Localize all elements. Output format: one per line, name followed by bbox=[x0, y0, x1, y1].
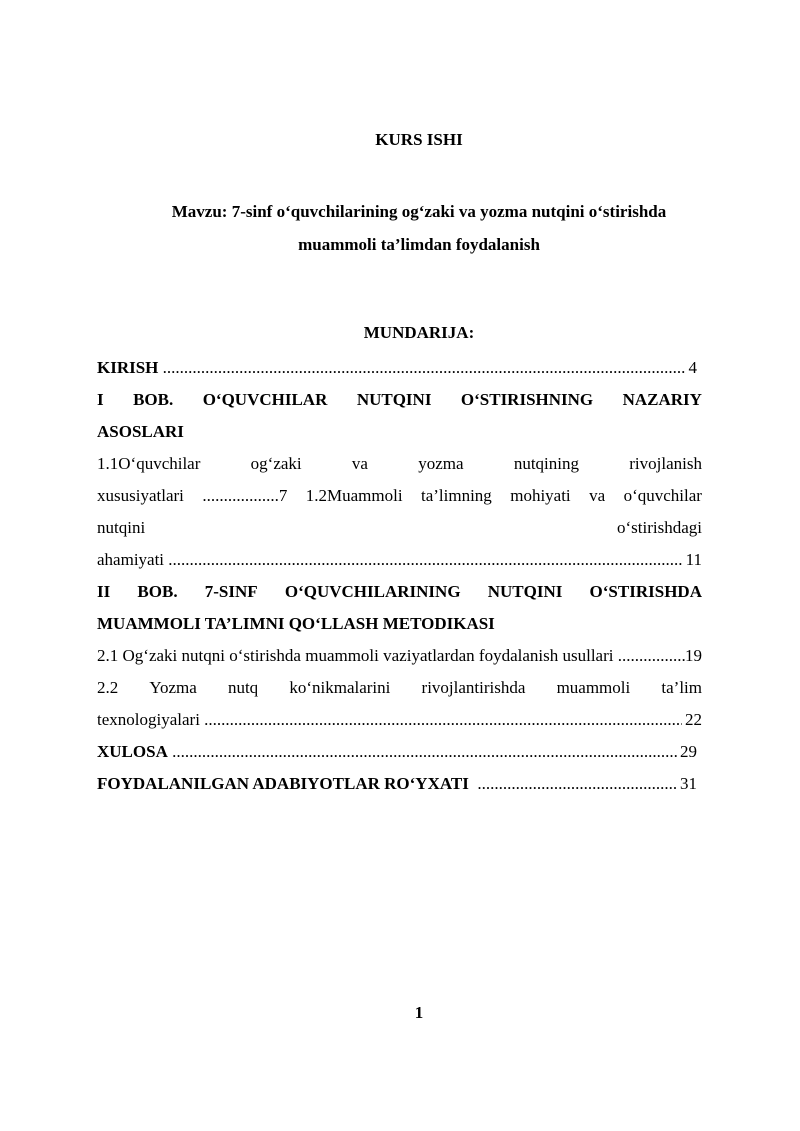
topic-line-2: muammoli ta’limdan foydalanish bbox=[298, 235, 540, 254]
toc-word: xususiyatlari bbox=[97, 486, 184, 505]
toc-entry-label: XULOSA bbox=[97, 742, 168, 761]
toc-entry-page: 4 bbox=[688, 358, 697, 377]
toc-word: Yozma bbox=[149, 678, 197, 697]
toc-entry-bob2 bbox=[97, 576, 702, 608]
toc-entry-section-2-1 bbox=[97, 640, 702, 672]
toc-word: 1.2Muammoli bbox=[305, 486, 403, 505]
toc-heading: MUNDARIJA: bbox=[363, 323, 475, 342]
toc-entry-page: 29 bbox=[680, 742, 697, 761]
toc-entry-section-1-2-line3 bbox=[97, 512, 702, 544]
page-number: 1 bbox=[414, 1003, 424, 1022]
toc-word: NUTQINI bbox=[487, 582, 563, 601]
toc-entry-bob1-line2: ASOSLARI bbox=[97, 422, 184, 441]
toc-word: ..................7 bbox=[202, 486, 288, 505]
toc-word: o‘stirishdagi bbox=[617, 518, 702, 537]
toc-entry-page: 22 bbox=[685, 710, 702, 729]
table-of-contents bbox=[97, 352, 702, 800]
toc-word: va bbox=[589, 486, 606, 505]
toc-leader-dots bbox=[200, 704, 682, 736]
toc-word: BOB. bbox=[133, 390, 174, 409]
toc-word: O‘QUVCHILARINING bbox=[284, 582, 461, 601]
toc-word: O‘STIRISHNING bbox=[460, 390, 594, 409]
toc-word: ta’lim bbox=[661, 678, 702, 697]
toc-word: muammoli bbox=[556, 678, 631, 697]
toc-entry-page: 19 bbox=[685, 646, 702, 665]
toc-entry-label: texnologiyalari bbox=[97, 710, 200, 729]
toc-entry-adabiyotlar bbox=[97, 768, 697, 800]
toc-entry-bob1 bbox=[97, 384, 702, 416]
toc-word: mohiyati bbox=[510, 486, 571, 505]
toc-word: o‘quvchilar bbox=[623, 486, 702, 505]
toc-entry-section-1-2-line4 bbox=[97, 544, 702, 576]
toc-entry-xulosa bbox=[97, 736, 697, 768]
toc-word: NUTQINI bbox=[356, 390, 432, 409]
toc-leader-dots bbox=[473, 768, 677, 800]
toc-leader-dots bbox=[614, 640, 686, 672]
toc-leader-dots bbox=[168, 736, 677, 768]
toc-entry-section-2-2-line2 bbox=[97, 704, 702, 736]
toc-word: rivojlantirishda bbox=[421, 678, 526, 697]
topic-heading bbox=[0, 195, 800, 261]
toc-entry-section-1-1 bbox=[97, 448, 702, 480]
toc-entry-label: FOYDALANILGAN ADABIYOTLAR RO‘YXATI bbox=[97, 774, 469, 793]
toc-word: ta’limning bbox=[420, 486, 492, 505]
toc-word: nutqini bbox=[97, 518, 146, 537]
toc-word: 1.1O‘quvchilar bbox=[97, 454, 201, 473]
toc-word: 7-SINF bbox=[204, 582, 258, 601]
topic-line-1: Mavzu: 7-sinf o‘quvchilarining og‘zaki va yozma nutqini o‘stirishda bbox=[171, 202, 667, 221]
toc-leader-dots bbox=[164, 544, 683, 576]
toc-word: og‘zaki bbox=[250, 454, 302, 473]
toc-word: I bbox=[97, 390, 104, 409]
toc-entry-page: 31 bbox=[680, 774, 697, 793]
toc-entry-kirish bbox=[97, 352, 697, 384]
toc-word: II bbox=[97, 582, 111, 601]
toc-leader-dots bbox=[158, 352, 685, 384]
toc-entry-label: ahamiyati bbox=[97, 550, 165, 569]
toc-word: O‘STIRISHDA bbox=[589, 582, 702, 601]
toc-word: nutq bbox=[227, 678, 259, 697]
toc-word: ko‘nikmalarini bbox=[289, 678, 391, 697]
toc-word: NAZARIY bbox=[622, 390, 702, 409]
toc-word: nutqining bbox=[513, 454, 579, 473]
toc-entry-bob2-line2: MUAMMOLI TA’LIMNI QO‘LLASH METODIKASI bbox=[97, 614, 495, 633]
document-title: KURS ISHI bbox=[375, 130, 463, 149]
toc-word: BOB. bbox=[137, 582, 178, 601]
toc-entry-section-1-1-line2 bbox=[97, 480, 702, 512]
toc-word: rivojlanish bbox=[629, 454, 702, 473]
toc-word: yozma bbox=[418, 454, 464, 473]
toc-word: va bbox=[351, 454, 368, 473]
toc-entry-label: 2.1 Og‘zaki nutqni o‘stirishda muammoli vaziyatlardan foydalanish usullari bbox=[97, 646, 614, 665]
toc-word: O‘QUVCHILAR bbox=[202, 390, 328, 409]
toc-entry-section-2-2 bbox=[97, 672, 702, 704]
toc-word: 2.2 bbox=[97, 678, 119, 697]
toc-entry-label: KIRISH bbox=[97, 358, 159, 377]
toc-entry-page: 11 bbox=[685, 550, 702, 569]
